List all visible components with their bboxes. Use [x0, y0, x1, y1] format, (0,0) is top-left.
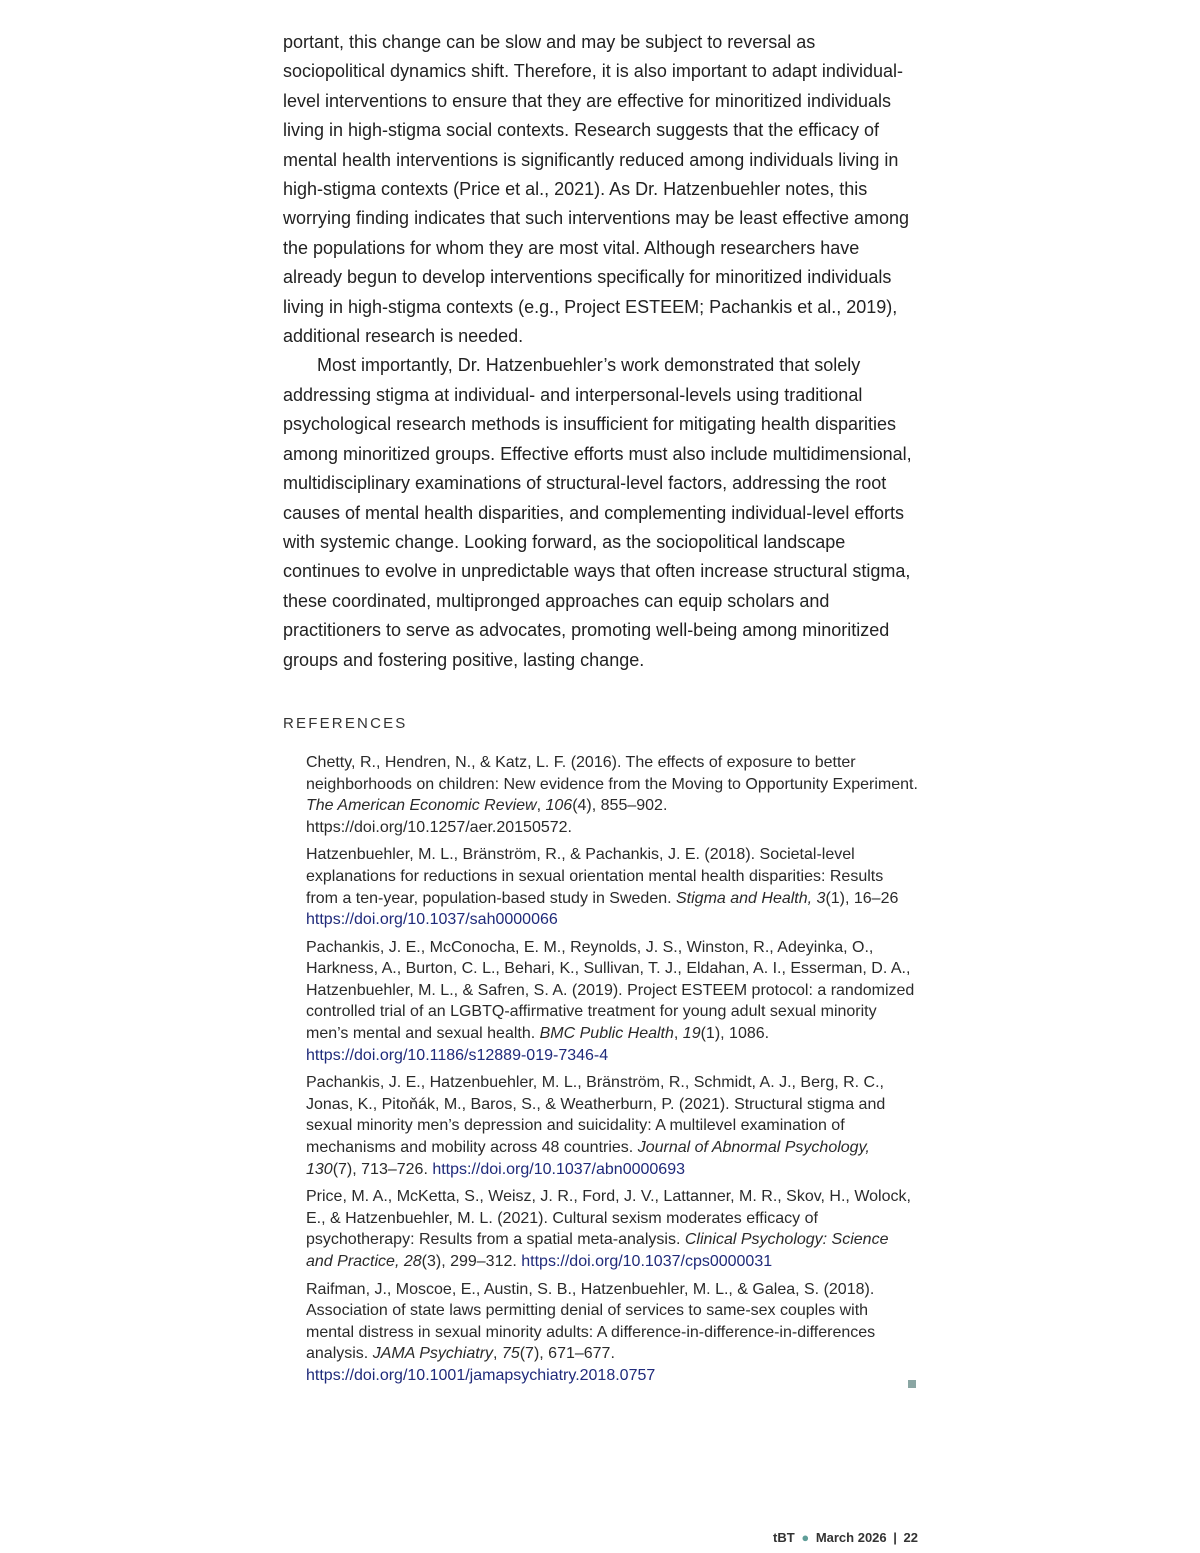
reference-doi-link[interactable]: https://doi.org/10.1037/abn0000693	[432, 1160, 685, 1178]
reference-text: Pachankis, J. E., McConocha, E. M., Reynolds, J. S., Winston, R., Adeyinka, O., Harkness, A., Burton, C. L., Behari, K., Sullivan, T. J., Eldahan, A. I., Esserman, D. A., Hatzenbuehler, M. L., & Safren, S. A. (2019). Project ESTEEM protocol: a randomized controlled trial of an LGBTQ-affirmative treatment for young adult sexual minority men’s mental and sexual health.	[306, 938, 915, 1043]
reference-text: Raifman, J., Moscoe, E., Austin, S. B., Hatzenbuehler, M. L., & Galea, S. (2018). Association of state laws permitting denial of services to same-sex couples with mental distress in sexual minority adults: A difference-in-difference-in-differences analysis.	[306, 1280, 876, 1363]
reference-journal: Journal of Abnormal Psychology,	[637, 1139, 870, 1157]
reference-doi-link[interactable]: https://doi.org/10.1186/s12889-019-7346-4	[306, 1046, 609, 1064]
reference-journal: BMC Public Health	[539, 1025, 674, 1043]
reference-separator: ,	[536, 797, 546, 815]
reference-journal: The American Economic Review	[306, 797, 537, 815]
reference-item	[306, 844, 919, 930]
footer-date: March 2026	[815, 1530, 887, 1545]
reference-doi-link[interactable]: https://doi.org/10.1001/jamapsychiatry.2018.0757	[306, 1366, 656, 1384]
reference-separator: ,	[673, 1025, 683, 1043]
reference-item	[306, 752, 919, 838]
bullet-dot-icon: ●	[801, 1530, 810, 1545]
reference-text: Hatzenbuehler, M. L., Bränström, R., & Pachankis, J. E. (2018). Societal-level explanations for reductions in sexual orientation mental health disparities: Results from a ten-year, population-based study in Sweden.	[306, 846, 884, 907]
page-footer	[773, 1530, 918, 1545]
reference-pages: (7), 713–726.	[332, 1160, 433, 1178]
reference-pages: (1), 1086.	[700, 1025, 770, 1043]
reference-doi-link[interactable]: https://doi.org/10.1037/cps0000031	[521, 1253, 773, 1270]
references-heading: REFERENCES	[283, 714, 408, 732]
reference-list	[283, 752, 919, 1387]
reference-pages: (7), 671–677.	[519, 1345, 615, 1363]
reference-volume: 130	[306, 1160, 333, 1178]
reference-item	[306, 1186, 919, 1272]
reference-doi-link[interactable]: https://doi.org/10.1037/sah0000066	[306, 911, 558, 929]
reference-separator: ,	[493, 1345, 502, 1363]
reference-item	[306, 1072, 919, 1180]
article-column	[283, 28, 919, 1393]
body-paragraph-1: portant, this change can be slow and may be subject to reversal as sociopolitical dynamics shift. Therefore, it is also important to adapt individual-level interventions to ensure that they are effective for minoritized individuals living in high-stigma social contexts. Research suggests that the efficacy of mental health interventions is significantly reduced among individuals living in high-stigma contexts (Price et al., 2021). As Dr. Hatzenbuehler notes, this worrying finding indicates that such interventions may be least effective among the populations for whom they are most vital. Although researchers have already begun to develop interventions specifically for minoritized individuals living in high-stigma contexts (e.g., Project ESTEEM; Pachankis et al., 2019), additional research is needed.	[283, 32, 910, 347]
end-of-article-square-icon	[908, 1380, 916, 1388]
reference-journal: Clinical Psychology: Science and Practice,	[306, 1231, 889, 1270]
reference-pages: (4), 855–902. https://doi.org/10.1257/aer.20150572.	[306, 797, 668, 836]
footer-publication: tBT	[773, 1530, 795, 1545]
reference-journal: JAMA Psychiatry	[372, 1345, 494, 1363]
reference-item	[306, 1279, 919, 1387]
reference-item	[306, 937, 919, 1067]
page-number: 22	[903, 1530, 918, 1545]
body-paragraph-2: Most importantly, Dr. Hatzenbuehler’s work demonstrated that solely addressing stigma at individual- and interpersonal-levels using traditional psychological research methods is insufficient for mitigating health disparities among minoritized groups. Effective efforts must also include multidimensional, multidisciplinary examinations of structural-level factors, addressing the root causes of mental health disparities, and complementing individual-level efforts with systemic change. Looking forward, as the sociopolitical landscape continues to evolve in unpredictable ways that often increase structural stigma, these coordinated, multipronged approaches can equip scholars and practitioners to serve as advocates, promoting well-being among minoritized groups and fostering positive, lasting change.	[283, 355, 912, 670]
reference-text: Pachankis, J. E., Hatzenbuehler, M. L., Bränström, R., Schmidt, A. J., Berg, R. C., Jonas, K., Pitoňák, M., Baros, S., & Weatherburn, P. (2021). Structural stigma and sexual minority men’s depression and suicidality: A multilevel examination of mechanisms and mobility across 48 countries.	[306, 1074, 886, 1157]
reference-text: Price, M. A., McKetta, S., Weisz, J. R., Ford, J. V., Lattanner, M. R., Skov, H., Wolock, E., & Hatzenbuehler, M. L. (2021). Cultural sexism moderates efficacy of psychotherapy: Results from a spatial meta-analysis.	[306, 1188, 911, 1249]
reference-journal: Stigma and Health,	[676, 889, 813, 907]
reference-volume: 28	[403, 1253, 422, 1270]
reference-pages: (1), 16–26	[825, 889, 899, 907]
reference-volume: 19	[682, 1025, 701, 1043]
footer-separator: |	[893, 1530, 897, 1545]
reference-volume: 3	[816, 889, 826, 907]
reference-text: Chetty, R., Hendren, N., & Katz, L. F. (2016). The effects of exposure to better neighborhoods on children: New evidence from the Moving to Opportunity Experiment.	[306, 753, 918, 793]
reference-volume: 106	[545, 797, 573, 815]
reference-pages: (3), 299–312.	[421, 1253, 522, 1270]
reference-volume: 75	[501, 1345, 520, 1363]
